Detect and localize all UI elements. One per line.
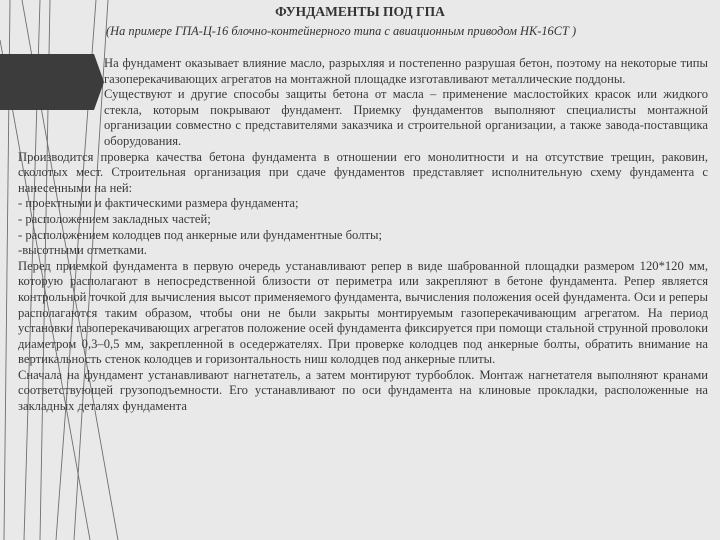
slide-body [18,56,708,415]
paragraph: Сначала на фундамент устанавливают нагнетатель, а затем монтируют турбоблок. Монтаж нагнетателя выполняют кранами соответствующей грузоподъемности. Его устанавливают по оси фундамента на клиновые прокладки, расположенные на закладных деталях фундамента [18,367,708,414]
paragraph: Существуют и другие способы защиты бетона от масла – применение маслостойких красок или жидкого стекла, которым покрывают фундамент. Приемку фундаментов выполняют специалисты монтажной организации совместно с представителями заказчика и строительной организации, а также завода-поставщика оборудования. [104,87,708,148]
slide-subtitle: (На примере ГПА-Ц-16 блочно-контейнерного типа с авиационным приводом НК-16СТ ) [106,24,577,38]
list-item: - расположением закладных частей; [18,211,211,226]
paragraph: Производится проверка качества бетона фундамента в отношении его монолитности и на отсутствие трещин, раковин, сколотых мест. Строительная организация при сдаче фундаментов представляет исполнительную схему фундамента с нанесенными на ней: [18,149,708,195]
list-item: - расположением колодцев под анкерные или фундаментные болты; [18,227,382,242]
list-item: - проектными и фактическими размера фундамента; [18,196,299,211]
paragraph: На фундамент оказывает влияние масло, разрыхляя и постепенно разрушая бетон, поэтому на некоторые типы газоперекачивающих агрегатов на монтажной площадке изготавливают металлические поддоны. [104,56,708,86]
paragraph: Перед приемкой фундамента в первую очередь устанавливают репер в виде шаброванной площадки размером 120*120 мм, которую располагают в непосредственной близости от периметра или закрепляют в бетоне фундамента. Репер является контрольной точкой для вычисления высот применяемого фундамента, вычисления положения осей фундамента. Оси и реперы располагаются таким образом, чтобы они не были закрыты монтируемым газоперекачивающим агрегатом. На период установки газоперекачивающих агрегатов положение осей фундамента фиксируется при помощи стальной струнной проволоки диаметром 0,3–0,5 мм, закрепленной в оседержателях. При проверке колодцев под анкерные болты, обратить внимание на вертикальность стенок колодцев и горизонтальность ниш колодцев под анкерные плиты. [18,258,708,367]
slide-title: ФУНДАМЕНТЫ ПОД ГПА [275,4,445,19]
list-item: -высотными отметками. [18,243,147,258]
